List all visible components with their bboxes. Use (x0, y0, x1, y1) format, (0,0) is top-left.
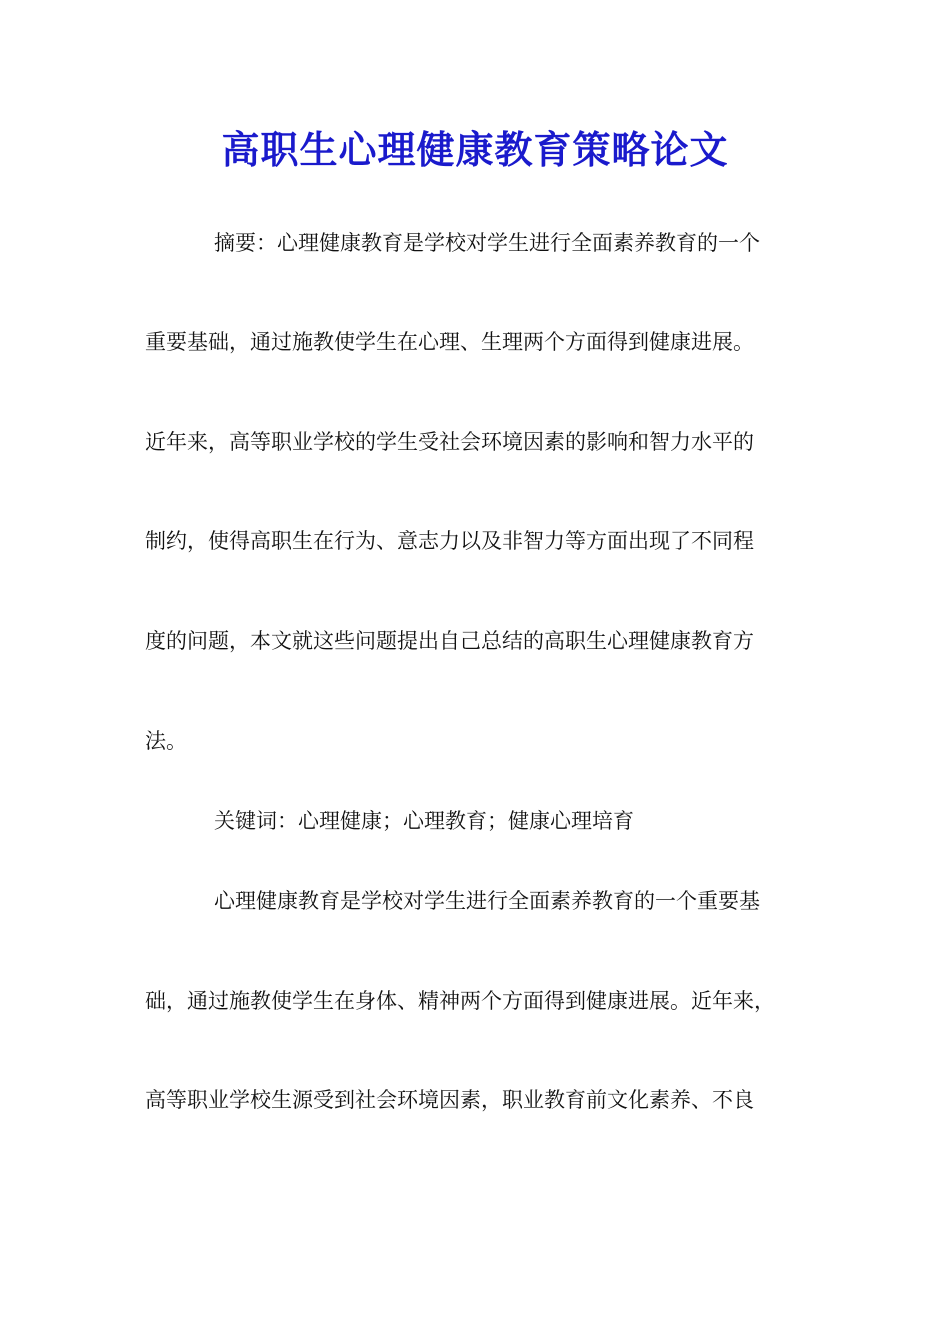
abstract-line-1: 摘要：心理健康教育是学校对学生进行全面素养教育的一个 (214, 231, 760, 255)
body-line-2: 础，通过施教使学生在身体、精神两个方面得到健康进展。近年来， (145, 989, 775, 1013)
body-line-1: 心理健康教育是学校对学生进行全面素养教育的一个重要基 (214, 889, 760, 913)
abstract-line-4: 制约，使得高职生在行为、意志力以及非智力等方面出现了不同程 (145, 529, 754, 553)
abstract-line-5: 度的问题，本文就这些问题提出自己总结的高职生心理健康教育方 (145, 629, 754, 653)
document-title: 高职生心理健康教育策略论文 (221, 127, 729, 172)
body-line-3: 高等职业学校生源受到社会环境因素，职业教育前文化素养、不良 (145, 1088, 754, 1112)
abstract-line-6: 法。 (145, 729, 187, 753)
abstract-line-3: 近年来，高等职业学校的学生受社会环境因素的影响和智力水平的 (145, 430, 754, 454)
keywords-line: 关键词：心理健康；心理教育；健康心理培育 (214, 809, 634, 833)
abstract-line-2: 重要基础，通过施教使学生在心理、生理两个方面得到健康进展。 (145, 330, 754, 354)
